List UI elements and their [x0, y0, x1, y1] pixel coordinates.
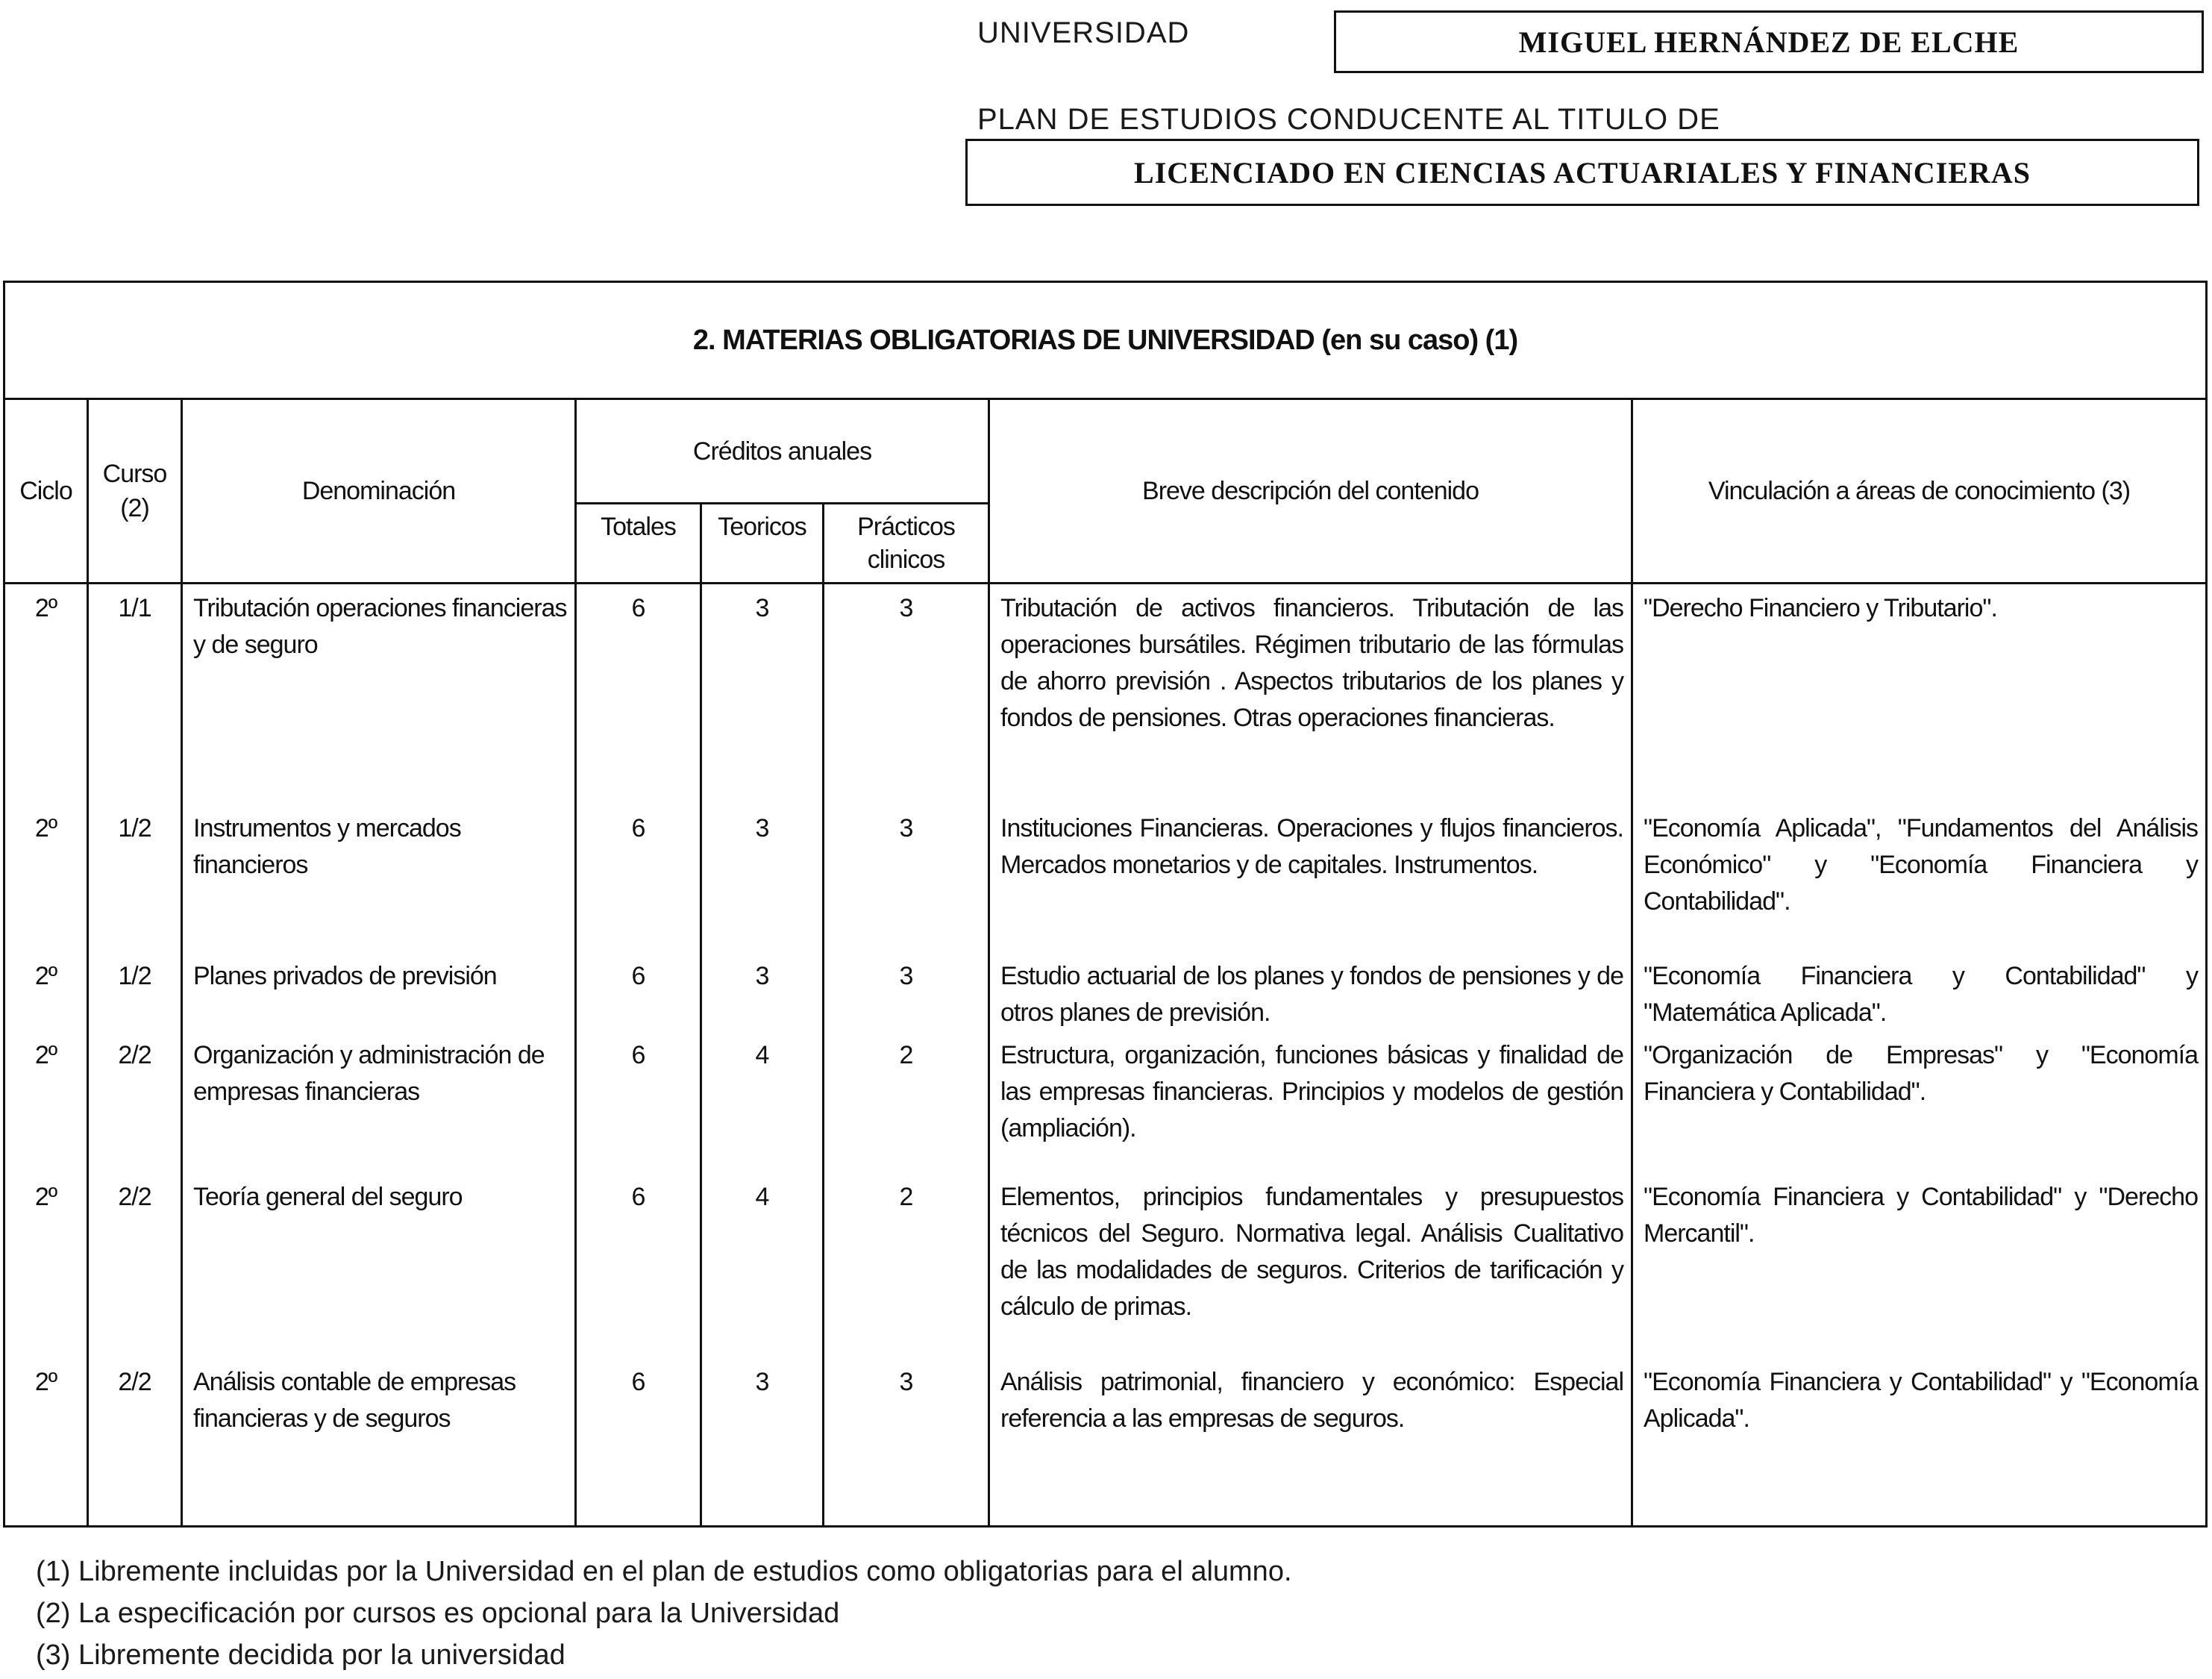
cell-practicos: 3	[824, 804, 989, 952]
cell-curso: 2/2	[88, 1031, 182, 1173]
plan-label: PLAN DE ESTUDIOS CONDUCENTE AL TITULO DE	[977, 103, 1720, 136]
cell-curso: 1/2	[88, 804, 182, 952]
cell-practicos: 3	[824, 952, 989, 1031]
cell-vinculacion: "Economía Financiera y Contabilidad" y "Economía Aplicada".	[1632, 1358, 2207, 1527]
header-totales: Totales	[576, 504, 701, 584]
cell-teoricos: 3	[701, 952, 824, 1031]
header-curso: Curso (2)	[88, 399, 182, 584]
section-title: 2. MATERIAS OBLIGATORIAS DE UNIVERSIDAD (en su caso) (1)	[4, 282, 2207, 399]
cell-teoricos: 3	[701, 584, 824, 804]
cell-descripcion: Tributación de activos financieros. Tributación de las operaciones bursátiles. Régimen tributario de las fórmulas de ahorro previsión . Aspectos tributarios de los planes y fondos de pensiones. Otras operaciones financieras.	[989, 584, 1632, 804]
cell-ciclo: 2º	[4, 804, 88, 952]
cell-ciclo: 2º	[4, 1031, 88, 1173]
cell-curso: 2/2	[88, 1173, 182, 1358]
cell-descripcion: Análisis patrimonial, financiero y económico: Especial referencia a las empresas de seguros.	[989, 1358, 1632, 1527]
footnote: (2) La especificación por cursos es opcional para la Universidad	[36, 1598, 840, 1629]
university-name: MIGUEL HERNÁNDEZ DE ELCHE	[1518, 25, 2020, 59]
cell-teoricos: 4	[701, 1031, 824, 1173]
cell-vinculacion: "Economía Financiera y Contabilidad" y "Derecho Mercantil".	[1632, 1173, 2207, 1358]
subjects-table	[3, 281, 2208, 1528]
cell-ciclo: 2º	[4, 584, 88, 804]
table-row	[4, 1173, 2207, 1358]
cell-denominacion: Teoría general del seguro	[182, 1173, 576, 1358]
cell-vinculacion: "Economía Financiera y Contabilidad" y "Matemática Aplicada".	[1632, 952, 2207, 1031]
cell-vinculacion: "Economía Aplicada", "Fundamentos del Análisis Económico" y "Economía Financiera y Contabilidad".	[1632, 804, 2207, 952]
degree-title-box	[965, 139, 2199, 206]
table-row	[4, 584, 2207, 804]
footnotes	[36, 1551, 1292, 1676]
university-name-box	[1334, 10, 2204, 73]
cell-descripcion: Estudio actuarial de los planes y fondos de pensiones y de otros planes de previsión.	[989, 952, 1632, 1031]
cell-practicos: 3	[824, 1358, 989, 1527]
footnote: (3) Libremente decidida por la universidad	[36, 1639, 565, 1671]
cell-vinculacion: "Derecho Financiero y Tributario".	[1632, 584, 2207, 804]
cell-curso: 1/2	[88, 952, 182, 1031]
degree-title: LICENCIADO EN CIENCIAS ACTUARIALES Y FINANCIERAS	[1134, 155, 2031, 190]
cell-practicos: 3	[824, 584, 989, 804]
header-descripcion: Breve descripción del contenido	[989, 399, 1632, 584]
cell-descripcion: Instituciones Financieras. Operaciones y flujos financieros. Mercados monetarios y de capitales. Instrumentos.	[989, 804, 1632, 952]
cell-ciclo: 2º	[4, 1358, 88, 1527]
cell-curso: 2/2	[88, 1358, 182, 1527]
cell-totales: 6	[576, 804, 701, 952]
cell-ciclo: 2º	[4, 1173, 88, 1358]
cell-vinculacion: "Organización de Empresas" y "Economía Financiera y Contabilidad".	[1632, 1031, 2207, 1173]
cell-teoricos: 3	[701, 804, 824, 952]
header-practicos: Prácticos clinicos	[824, 504, 989, 584]
footnote: (1) Libremente incluidas por la Universidad en el plan de estudios como obligatorias para el alumno.	[36, 1556, 1292, 1587]
cell-denominacion: Análisis contable de empresas financieras y de seguros	[182, 1358, 576, 1527]
cell-totales: 6	[576, 1031, 701, 1173]
cell-denominacion: Instrumentos y mercados financieros	[182, 804, 576, 952]
cell-descripcion: Elementos, principios fundamentales y presupuestos técnicos del Seguro. Normativa legal. Análisis Cualitativo de las modalidades de seguros. Criterios de tarificación y cálculo de primas.	[989, 1173, 1632, 1358]
cell-teoricos: 4	[701, 1173, 824, 1358]
header-ciclo: Ciclo	[4, 399, 88, 584]
cell-practicos: 2	[824, 1031, 989, 1173]
university-label: UNIVERSIDAD	[977, 16, 1190, 49]
cell-denominacion: Tributación operaciones financieras y de seguro	[182, 584, 576, 804]
table-row	[4, 1358, 2207, 1527]
header-creditos: Créditos anuales	[576, 399, 989, 504]
cell-totales: 6	[576, 584, 701, 804]
cell-descripcion: Estructura, organización, funciones básicas y finalidad de las empresas financieras. Principios y modelos de gestión (ampliación).	[989, 1031, 1632, 1173]
cell-curso: 1/1	[88, 584, 182, 804]
header-vinculacion: Vinculación a áreas de conocimiento (3)	[1632, 399, 2207, 584]
cell-denominacion: Organización y administración de empresas financieras	[182, 1031, 576, 1173]
table-row	[4, 804, 2207, 952]
table-row	[4, 952, 2207, 1031]
cell-teoricos: 3	[701, 1358, 824, 1527]
header-teoricos: Teoricos	[701, 504, 824, 584]
cell-practicos: 2	[824, 1173, 989, 1358]
cell-ciclo: 2º	[4, 952, 88, 1031]
cell-totales: 6	[576, 952, 701, 1031]
table-row	[4, 1031, 2207, 1173]
cell-denominacion: Planes privados de previsión	[182, 952, 576, 1031]
header-denominacion: Denominación	[182, 399, 576, 584]
cell-totales: 6	[576, 1358, 701, 1527]
cell-totales: 6	[576, 1173, 701, 1358]
